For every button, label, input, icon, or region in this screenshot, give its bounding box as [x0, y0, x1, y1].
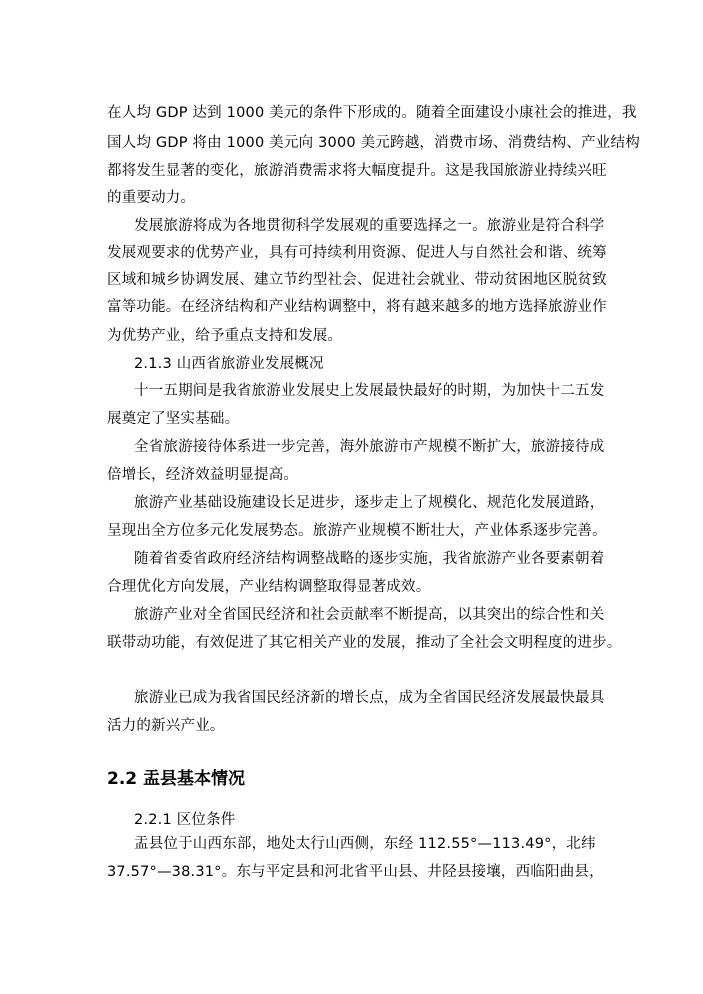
text-line: 的重要动力。 [107, 190, 196, 206]
text-line: 展奠定了坚实基础。 [107, 411, 240, 427]
text-line: 活力的新兴产业。 [107, 718, 225, 734]
paragraph-first-line: 旅游产业基础设施建设长足进步，逐步走上了规模化、规范化发展道路， [134, 495, 605, 511]
text-line: 都将发生显著的变化，旅游消费需求将大幅度提升。这是我国旅游业持续兴旺 [107, 163, 607, 179]
text-line: 为优势产业，给予重点支持和发展。 [107, 328, 343, 344]
text-line: 区域和城乡协调发展、建立节约型社会、促进社会就业、带动贫困地区脱贫致 [107, 272, 607, 288]
text-line: 在人均 GDP 达到 1000 美元的条件下形成的。随着全面建设小康社会的推进，我 [107, 105, 637, 121]
text-line: 倍增长，经济效益明显提高。 [107, 467, 299, 483]
paragraph-first-line: 发展旅游将成为各地贯彻科学发展观的重要选择之一。旅游业是符合科学 [134, 218, 605, 234]
text-line: 联带动功能，有效促进了其它相关产业的发展，推动了全社会文明程度的进步。 [107, 635, 622, 651]
paragraph-first-line: 十一五期间是我省旅游业发展史上发展最快最好的时期，为加快十二五发 [134, 383, 605, 399]
text-line: 呈现出全方位多元化发展势态。旅游产业规模不断壮大，产业体系逐步完善。 [107, 523, 607, 539]
section-heading-2-2: 2.2 盂县基本情况 [107, 769, 246, 789]
text-line: 富等功能。在经济结构和产业结构调整中，将有越来越多的地方选择旅游业作 [107, 299, 607, 315]
subsection-heading-2-1-3: 2.1.3 山西省旅游业发展概况 [134, 356, 324, 372]
subsection-heading-2-2-1: 2.2.1 区位条件 [134, 812, 236, 828]
paragraph-first-line: 旅游业已成为我省国民经济新的增长点，成为全省国民经济发展最快最具 [134, 690, 605, 706]
text-line: 发展观要求的优势产业，具有可持续利用资源、促进人与自然社会和谐、统筹 [107, 245, 607, 261]
text-line: 国人均 GDP 将由 1000 美元向 3000 美元跨越，消费市场、消费结构、产业结构 [107, 135, 640, 151]
text-line: 37.57°—38.31°。东与平定县和河北省平山县、井陉县接壤，西临阳曲县， [107, 864, 604, 880]
paragraph-first-line: 旅游产业对全省国民经济和社会贡献率不断提高，以其突出的综合性和关 [134, 607, 605, 623]
paragraph-first-line: 全省旅游接待体系进一步完善，海外旅游市产规模不断扩大，旅游接待成 [134, 439, 605, 455]
paragraph-first-line: 盂县位于山西东部，地处太行山西侧，东经 112.55°—113.49°，北纬 [134, 836, 596, 852]
paragraph-first-line: 随着省委省政府经济结构调整战略的逐步实施，我省旅游产业各要素朝着 [134, 551, 605, 567]
text-line: 合理优化方向发展，产业结构调整取得显著成效。 [107, 579, 431, 595]
